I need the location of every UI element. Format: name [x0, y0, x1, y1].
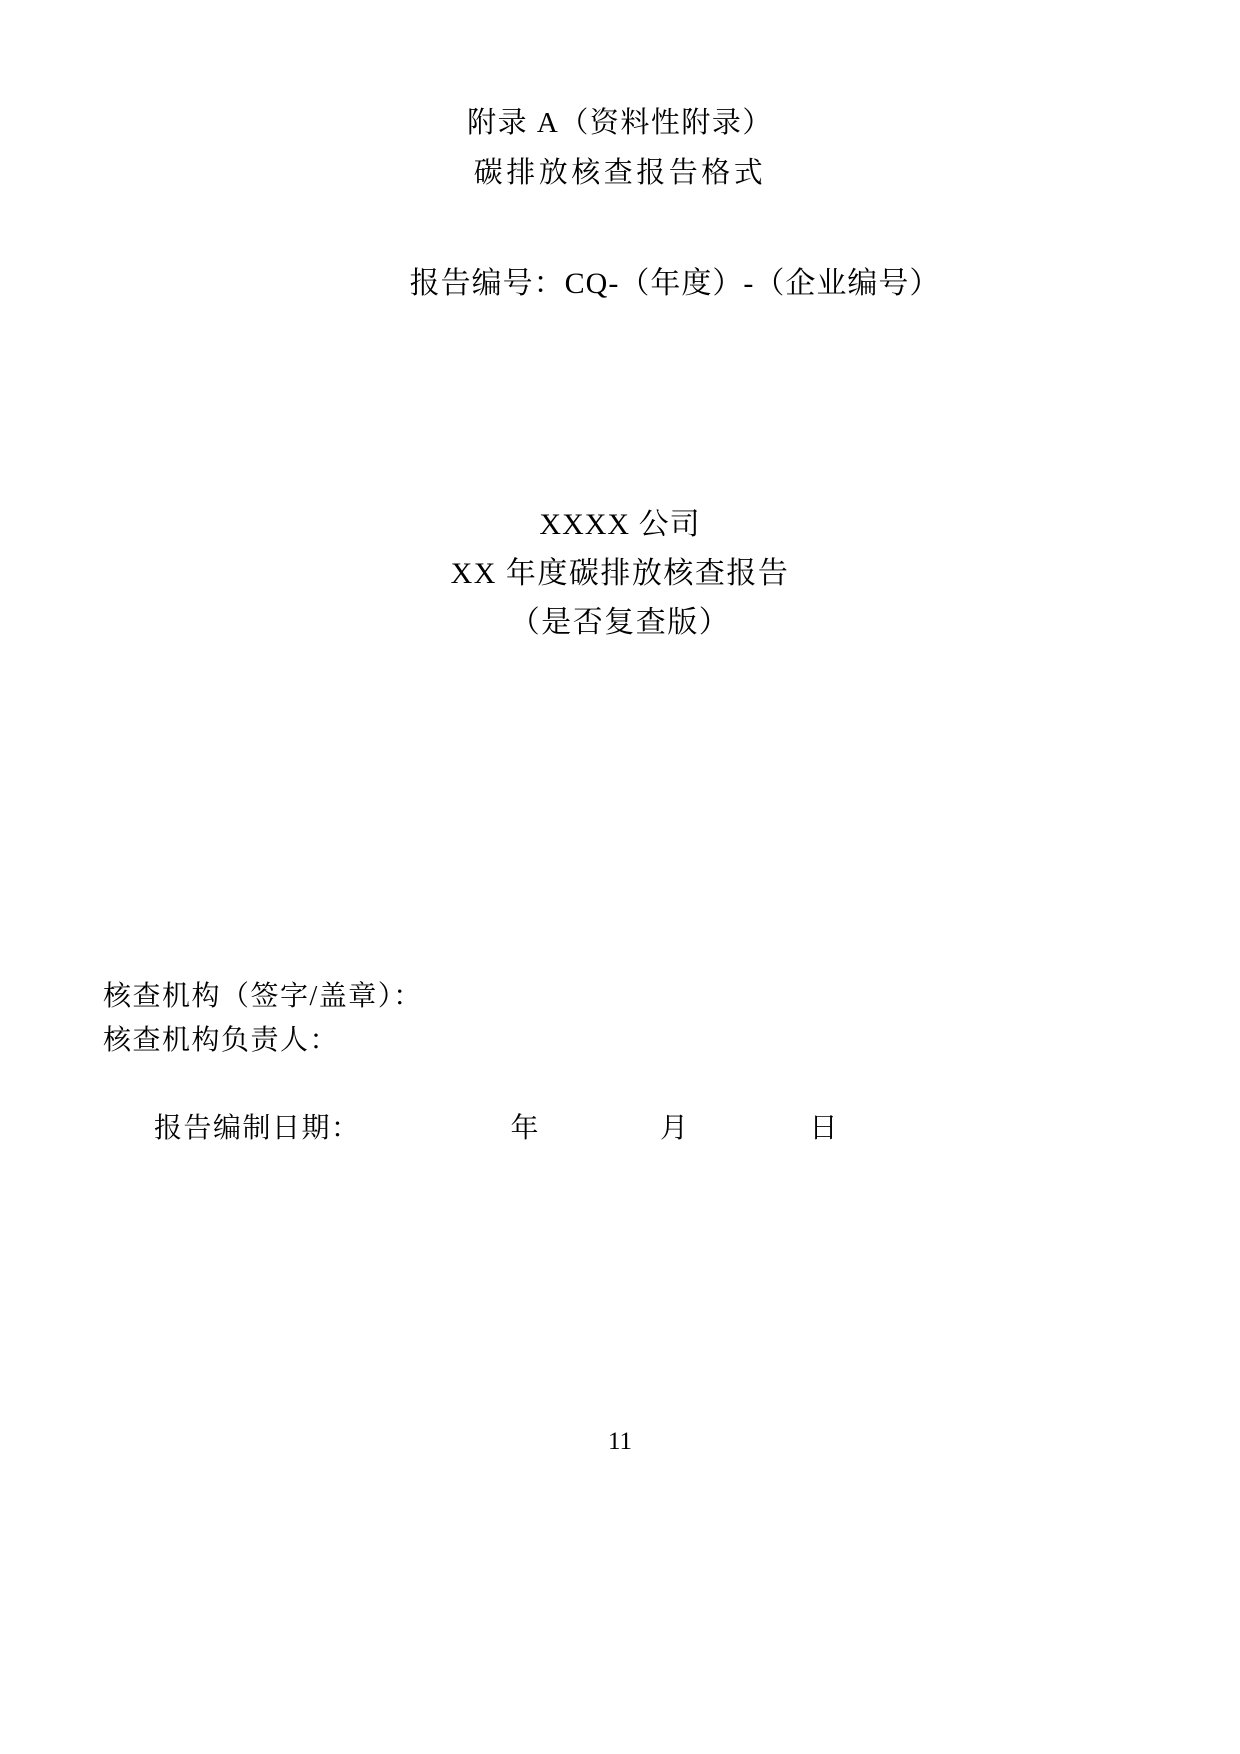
date-year-unit: 年 [510, 1113, 541, 1144]
company-name: XXXX 公司 [539, 508, 701, 541]
cover-title-block [0, 500, 1240, 647]
date-month-unit: 月 [660, 1113, 690, 1144]
report-date-label: 报告编制日期： [154, 1113, 361, 1144]
signature-block [103, 975, 1003, 1195]
appendix-heading [0, 98, 1240, 198]
report-number: 报告编号：CQ-（年度）-（企业编号） [409, 267, 941, 300]
report-number-row [0, 258, 1240, 302]
appendix-title: 附录 A（资料性附录） [467, 107, 773, 139]
appendix-subtitle: 碳排放核查报告格式 [473, 157, 767, 189]
verification-agency-label: 核查机构（签字/盖章）： [103, 981, 423, 1012]
report-date-row [103, 1063, 1003, 1195]
verification-agency-head-label: 核查机构负责人： [103, 1025, 340, 1056]
report-title: XX 年度碳排放核查报告 [450, 557, 790, 590]
revision-note: （是否复查版） [509, 606, 731, 639]
date-day-unit: 日 [809, 1113, 840, 1144]
page-number: 11 [607, 1428, 633, 1455]
